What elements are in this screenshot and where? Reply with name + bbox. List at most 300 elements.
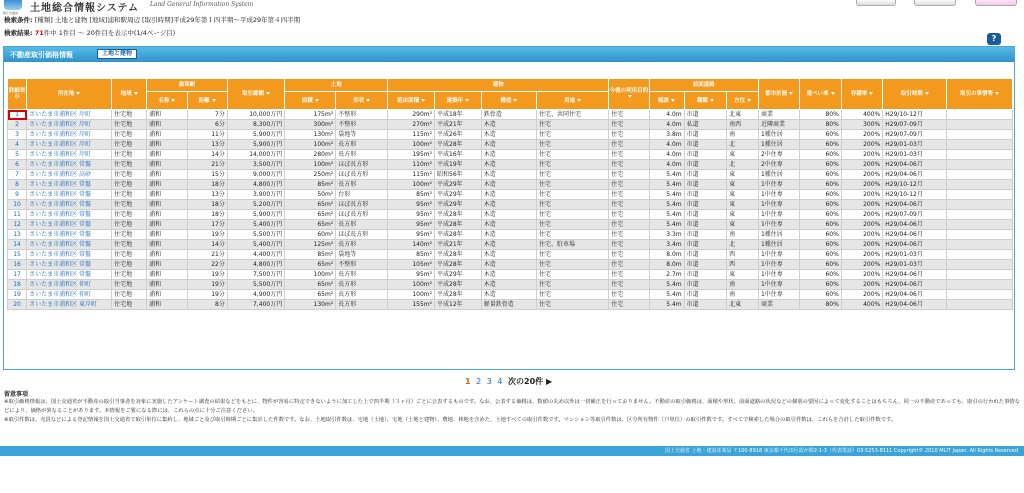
col-road-type[interactable]: 種類 — [684, 92, 726, 110]
table-cell: 平成21年 — [435, 240, 482, 250]
table-cell: 21分 — [187, 160, 227, 170]
table-cell — [946, 200, 1012, 210]
table-cell: 住宅 — [536, 180, 608, 190]
table-row — [8, 270, 1013, 280]
table-cell: 280m² — [285, 150, 336, 160]
table-cell: 65m² — [285, 280, 336, 290]
col-build-year[interactable]: 建築年 — [435, 92, 482, 110]
detail-link[interactable]: 14 — [8, 240, 27, 250]
sort-icon — [465, 99, 469, 102]
table-cell: H29/04-06月 — [883, 160, 947, 170]
table-cell: 市道 — [684, 210, 726, 220]
col-road-width[interactable]: 幅員 — [649, 92, 684, 110]
page-current: 1 — [465, 377, 471, 386]
table-cell: 60% — [800, 200, 841, 210]
table-cell: 105m² — [388, 260, 435, 270]
table-cell: 17分 — [187, 220, 227, 230]
col-land-area[interactable]: 面積 — [285, 92, 336, 110]
conditions-text: [種類] 土地と建物 [地域]浦和駅周辺 [取引時期]平成29年第１四半期～平成29年第４四半期 — [34, 16, 301, 24]
table-cell: 住宅地 — [112, 270, 147, 280]
table-cell: 6分 — [187, 120, 227, 130]
table-row — [8, 160, 1013, 170]
table-cell: 60% — [800, 290, 841, 300]
help-icon[interactable]: ? — [987, 33, 1001, 45]
detail-link[interactable]: 15 — [8, 250, 27, 260]
table-row — [8, 220, 1013, 230]
table-cell: 65m² — [285, 260, 336, 270]
table-cell: 2中住専 — [758, 160, 799, 170]
table-cell: 木造 — [481, 210, 536, 220]
table-cell: 東 — [727, 270, 759, 280]
sort-icon — [171, 99, 175, 102]
table-cell: 昭和56年 — [435, 170, 482, 180]
table-cell: 住宅、駐車場 — [536, 240, 608, 250]
table-cell: 住宅 — [536, 270, 608, 280]
sort-icon — [747, 99, 751, 102]
location-link[interactable]: さいたま市浦和区 常盤 — [27, 200, 112, 210]
table-cell: 19分 — [187, 290, 227, 300]
location-link[interactable]: さいたま市浦和区 常盤 — [27, 270, 112, 280]
table-cell: 住宅地 — [112, 280, 147, 290]
table-cell: 浦和 — [147, 190, 187, 200]
table-cell: 10,000万円 — [227, 110, 284, 120]
table-row — [8, 150, 1013, 160]
col-station-dist[interactable]: 距離 — [187, 92, 227, 110]
note-price: ※取引価格情報は、国土交通省が不動産の取引当事者を対象に実施したアンケート調査の結果などをもとに、物件が容易に特定できないように加工した上で四半期（３ヶ月）ごとに公表するものです。なお、公表する価格は、数値の丸め以外は一切補正を行っておりません。不動産の取引価格は、面積や形状、前面道路の状況などの個別の要因によって変化することはもちろん、同一の不動産であっても、取引の行われた事情などにより、価格が異なることがあります。本情報をご覧になる際には、これらの点に十分ご注意ください。 — [4, 399, 1020, 414]
table-cell: 市道 — [684, 250, 726, 260]
table-cell: 19分 — [187, 230, 227, 240]
location-link[interactable]: さいたま市浦和区 常盤 — [27, 230, 112, 240]
table-cell: 155m² — [388, 300, 435, 310]
search-results — [4, 28, 175, 37]
table-cell: 60% — [800, 160, 841, 170]
table-cell: 近隣商業 — [758, 120, 799, 130]
page-link-4[interactable]: 4 — [497, 377, 503, 386]
table-cell: 14分 — [187, 240, 227, 250]
table-cell: 80% — [800, 300, 841, 310]
land-building-tab[interactable]: 土地と建物 — [97, 49, 137, 59]
table-row — [8, 210, 1013, 220]
col-land-shape[interactable]: 形状 — [336, 92, 388, 110]
table-cell: 木造 — [481, 220, 536, 230]
table-cell: 住宅地 — [112, 240, 147, 250]
table-cell: 95m² — [388, 270, 435, 280]
table-cell: 東 — [727, 190, 759, 200]
table-cell: 4.0m — [649, 140, 684, 150]
table-cell: 60% — [800, 240, 841, 250]
table-cell: 平成28年 — [435, 280, 482, 290]
page-link-2[interactable]: 2 — [476, 377, 482, 386]
table-cell: 95m² — [388, 200, 435, 210]
table-cell: 住宅地 — [112, 140, 147, 150]
table-cell: 浦和 — [147, 120, 187, 130]
table-cell: 木造 — [481, 200, 536, 210]
table-cell: 浦和 — [147, 210, 187, 220]
table-cell: 住宅地 — [112, 130, 147, 140]
table-cell: 浦和 — [147, 220, 187, 230]
table-cell: 60% — [800, 170, 841, 180]
table-cell: 8分 — [187, 300, 227, 310]
sort-icon — [831, 92, 835, 95]
detail-link[interactable]: 11 — [8, 210, 27, 220]
location-link[interactable]: さいたま市浦和区 仲町 — [27, 280, 112, 290]
col-bcr[interactable]: 建ぺい率 — [800, 79, 841, 110]
table-cell: 南 — [727, 290, 759, 300]
table-cell: 鉄骨造 — [481, 110, 536, 120]
table-cell: 浦和 — [147, 180, 187, 190]
table-cell: 住宅 — [609, 190, 649, 200]
detail-link[interactable]: 9 — [8, 190, 27, 200]
table-cell: 1種住居 — [758, 230, 799, 240]
table-cell: H29/04-06月 — [883, 170, 947, 180]
table-cell: 平成26年 — [435, 130, 482, 140]
table-cell: 100m² — [285, 140, 336, 150]
col-land: 土地 — [285, 79, 388, 92]
table-cell: 5.4m — [649, 290, 684, 300]
table-cell: 4,800万円 — [227, 180, 284, 190]
table-cell: 300% — [841, 120, 882, 130]
table-cell: 130m² — [285, 300, 336, 310]
table-cell: 住宅地 — [112, 220, 147, 230]
table-row — [8, 280, 1013, 290]
table-cell: 60% — [800, 190, 841, 200]
table-cell: 15分 — [187, 170, 227, 180]
table-cell: 22分 — [187, 260, 227, 270]
table-cell: 200% — [841, 150, 882, 160]
location-link[interactable]: さいたま市浦和区 高砂 — [27, 170, 112, 180]
table-cell: 市道 — [684, 180, 726, 190]
table-cell: 住宅地 — [112, 210, 147, 220]
table-cell: 8.0m — [649, 250, 684, 260]
col-structure[interactable]: 構造 — [481, 92, 536, 110]
table-cell — [946, 120, 1012, 130]
table-cell: 125m² — [285, 240, 336, 250]
table-cell: 175m² — [285, 110, 336, 120]
table-cell: 200% — [841, 200, 882, 210]
location-link[interactable]: さいたま市浦和区 岸町 — [27, 140, 112, 150]
table-cell: 13分 — [187, 190, 227, 200]
table-cell: 浦和 — [147, 240, 187, 250]
table-cell: H29/04-06月 — [883, 200, 947, 210]
col-road-dir[interactable]: 方位 — [727, 92, 759, 110]
table-cell: 住宅地 — [112, 120, 147, 130]
table-cell: 市道 — [684, 140, 726, 150]
table-cell: 長方形 — [336, 220, 388, 230]
col-use[interactable]: 用途 — [536, 92, 608, 110]
col-detail: 詳細表示 — [8, 79, 27, 110]
location-link[interactable]: さいたま市浦和区 常盤 — [27, 220, 112, 230]
location-link[interactable]: さいたま市浦和区 常盤 — [27, 180, 112, 190]
table-cell: 木造 — [481, 280, 536, 290]
table-cell: 市道 — [684, 270, 726, 280]
table-cell: 5,500万円 — [227, 230, 284, 240]
detail-link[interactable]: 13 — [8, 230, 27, 240]
site-header — [0, 0, 1024, 15]
table-cell: 60% — [800, 180, 841, 190]
table-cell: 住宅 — [609, 110, 649, 120]
sort-icon — [789, 92, 793, 95]
table-cell: ほぼ長方形 — [336, 230, 388, 240]
table-cell: 5,900万円 — [227, 210, 284, 220]
table-cell: 浦和 — [147, 110, 187, 120]
detail-link[interactable]: 16 — [8, 260, 27, 270]
table-cell: 平成28年 — [435, 230, 482, 240]
table-cell: 住宅地 — [112, 180, 147, 190]
table-cell — [946, 230, 1012, 240]
table-cell: 長方形 — [336, 140, 388, 150]
table-cell: 東 — [727, 170, 759, 180]
table-cell: 住宅地 — [112, 200, 147, 210]
col-floor-area[interactable]: 延床面積 — [388, 92, 435, 110]
table-cell: 木造 — [481, 260, 536, 270]
table-cell: 住宅 — [536, 150, 608, 160]
table-cell: 長方形 — [336, 280, 388, 290]
table-cell: 住宅 — [609, 150, 649, 160]
table-cell: 95m² — [388, 220, 435, 230]
col-station-name[interactable]: 名称 — [147, 92, 187, 110]
table-cell: H29/04-06月 — [883, 240, 947, 250]
table-cell: ほぼ長方形 — [336, 160, 388, 170]
sort-icon — [212, 99, 216, 102]
table-cell: 200% — [841, 290, 882, 300]
table-cell: 21分 — [187, 250, 227, 260]
table-cell: H29/01-03月 — [883, 260, 947, 270]
table-cell: 140m² — [388, 240, 435, 250]
table-cell: 1中住専 — [758, 260, 799, 270]
detail-link[interactable]: 1 — [8, 110, 27, 120]
table-cell: 85m² — [388, 190, 435, 200]
top-button-2[interactable] — [914, 0, 956, 6]
table-cell: H29/04-06月 — [883, 220, 947, 230]
detail-link[interactable]: 8 — [8, 180, 27, 190]
table-cell: 平成21年 — [435, 120, 482, 130]
col-note[interactable]: 取引の事情等 — [946, 79, 1012, 110]
table-cell: 住宅 — [609, 170, 649, 180]
table-cell: H29/07-09月 — [883, 120, 947, 130]
location-link[interactable]: さいたま市浦和区 常盤 — [27, 210, 112, 220]
table-cell: 60% — [800, 210, 841, 220]
next-page-link[interactable]: 次の20件 ▶ — [508, 377, 553, 386]
table-cell: 住宅地 — [112, 150, 147, 160]
table-cell: 南 — [727, 230, 759, 240]
table-cell: 住宅 — [536, 170, 608, 180]
table-cell: 住宅 — [609, 120, 649, 130]
detail-link[interactable]: 12 — [8, 220, 27, 230]
table-cell: 長方形 — [336, 240, 388, 250]
table-cell: 5,400万円 — [227, 220, 284, 230]
top-button-1[interactable] — [856, 0, 896, 6]
table-cell: 不整形 — [336, 120, 388, 130]
location-link[interactable]: さいたま市浦和区 仲町 — [27, 290, 112, 300]
table-cell: 平成29年 — [435, 200, 482, 210]
table-cell: 住宅 — [609, 240, 649, 250]
table-cell: 80% — [800, 120, 841, 130]
table-cell: 8.0m — [649, 260, 684, 270]
table-cell: 南 — [727, 130, 759, 140]
table-cell: 住宅 — [609, 250, 649, 260]
location-link[interactable]: さいたま市浦和区 常盤 — [27, 260, 112, 270]
table-cell: 1種住居 — [758, 240, 799, 250]
col-location[interactable]: 所在地 — [27, 79, 112, 110]
table-cell: 長方形 — [336, 180, 388, 190]
table-cell: 袋地等 — [336, 130, 388, 140]
location-link[interactable]: さいたま市浦和区 常盤 — [27, 190, 112, 200]
table-cell: 50m² — [285, 190, 336, 200]
col-price[interactable]: 取引総額 — [227, 79, 284, 110]
table-cell: 平成29年 — [435, 190, 482, 200]
table-row — [8, 250, 1013, 260]
table-cell: 100m² — [285, 160, 336, 170]
table-cell: 木造 — [481, 140, 536, 150]
detail-link[interactable]: 4 — [8, 140, 27, 150]
table-cell: 住宅 — [536, 160, 608, 170]
detail-link[interactable]: 5 — [8, 150, 27, 160]
table-cell — [946, 300, 1012, 310]
sort-icon — [134, 92, 138, 95]
table-cell: 7,500万円 — [227, 270, 284, 280]
table-cell: 195m² — [388, 150, 435, 160]
table-row — [8, 180, 1013, 190]
table-cell: 浦和 — [147, 270, 187, 280]
table-cell: 18分 — [187, 210, 227, 220]
location-link[interactable]: さいたま市浦和区 東岸町 — [27, 300, 112, 310]
detail-link[interactable]: 18 — [8, 280, 27, 290]
sort-icon — [869, 92, 873, 95]
location-link[interactable]: さいたま市浦和区 岸町 — [27, 130, 112, 140]
table-cell: 南西 — [727, 120, 759, 130]
table-cell: 木造 — [481, 160, 536, 170]
table-cell: 100m² — [388, 140, 435, 150]
location-link[interactable]: さいたま市浦和区 常盤 — [27, 160, 112, 170]
table-cell — [946, 150, 1012, 160]
col-period[interactable]: 取引時期 — [883, 79, 947, 110]
pagination — [465, 376, 552, 387]
table-cell: 市道 — [684, 110, 726, 120]
table-cell: H29/01-03月 — [883, 250, 947, 260]
table-row — [8, 140, 1013, 150]
results-text: 件中 1件目 ～ 20件目を表示中(1/4ページ目) — [43, 29, 176, 37]
table-cell: 200% — [841, 260, 882, 270]
table-cell — [946, 280, 1012, 290]
table-cell: 市道 — [684, 290, 726, 300]
table-cell: 台形 — [336, 190, 388, 200]
table-cell: 長方形 — [336, 270, 388, 280]
table-cell: 200% — [841, 220, 882, 230]
location-link[interactable]: さいたま市浦和区 常盤 — [27, 240, 112, 250]
table-cell: 市道 — [684, 150, 726, 160]
table-cell: 250m² — [285, 170, 336, 180]
table-cell: 平成18年 — [435, 110, 482, 120]
table-cell: ほぼ長方形 — [336, 210, 388, 220]
detail-link[interactable]: 3 — [8, 130, 27, 140]
col-city-plan[interactable]: 都市計画 — [758, 79, 799, 110]
table-cell: 200% — [841, 170, 882, 180]
table-row — [8, 170, 1013, 180]
table-cell: ほぼ長方形 — [336, 200, 388, 210]
location-link[interactable]: さいたま市浦和区 岸町 — [27, 150, 112, 160]
search-conditions — [4, 15, 300, 24]
table-cell: 200% — [841, 140, 882, 150]
table-cell: H29/04-06月 — [883, 280, 947, 290]
table-cell: 北東 — [727, 110, 759, 120]
table-cell: 商業 — [758, 110, 799, 120]
detail-link[interactable]: 2 — [8, 120, 27, 130]
location-link[interactable]: さいたま市浦和区 常盤 — [27, 250, 112, 260]
location-link[interactable]: さいたま市浦和区 岸町 — [27, 120, 112, 130]
table-cell: 290m² — [388, 110, 435, 120]
detail-link[interactable]: 6 — [8, 160, 27, 170]
table-cell: 木造 — [481, 130, 536, 140]
table-cell: 東 — [727, 150, 759, 160]
table-cell: 5,900万円 — [227, 140, 284, 150]
detail-link[interactable]: 10 — [8, 200, 27, 210]
table-cell: 住宅、共同住宅 — [536, 110, 608, 120]
table-cell: 住宅 — [536, 210, 608, 220]
table-cell: 65m² — [285, 210, 336, 220]
table-cell: 市道 — [684, 280, 726, 290]
table-cell: 200% — [841, 250, 882, 260]
col-area-type[interactable]: 地域 — [112, 79, 147, 110]
table-cell: 住宅 — [609, 220, 649, 230]
table-cell: 60% — [800, 230, 841, 240]
table-cell: 長方形 — [336, 300, 388, 310]
table-cell: 住宅 — [609, 200, 649, 210]
table-row — [8, 130, 1013, 140]
table-cell — [946, 110, 1012, 120]
table-cell: 浦和 — [147, 140, 187, 150]
table-cell: 住宅 — [536, 120, 608, 130]
sort-icon — [710, 99, 714, 102]
detail-link[interactable]: 19 — [8, 290, 27, 300]
location-link[interactable]: さいたま市浦和区 岸町 — [27, 110, 112, 120]
table-cell: 1中住専 — [758, 200, 799, 210]
table-cell: 200% — [841, 230, 882, 240]
sort-icon — [995, 92, 999, 95]
table-cell: 14,000万円 — [227, 150, 284, 160]
table-cell: 1中住専 — [758, 280, 799, 290]
table-cell: 住宅 — [609, 290, 649, 300]
table-cell: 住宅 — [609, 130, 649, 140]
table-cell: 80% — [800, 110, 841, 120]
page-link-3[interactable]: 3 — [486, 377, 492, 386]
table-row — [8, 200, 1013, 210]
table-cell: 14分 — [187, 150, 227, 160]
table-cell: 3.4m — [649, 240, 684, 250]
detail-link[interactable]: 7 — [8, 170, 27, 180]
detail-link[interactable]: 20 — [8, 300, 27, 310]
table-cell — [946, 130, 1012, 140]
table-cell: 11分 — [187, 130, 227, 140]
table-cell: 北 — [727, 140, 759, 150]
sort-icon — [266, 92, 270, 95]
table-cell: 市道 — [684, 240, 726, 250]
sort-icon — [366, 99, 370, 102]
col-far[interactable]: 容積率 — [841, 79, 882, 110]
table-row — [8, 110, 1013, 120]
table-cell: 200% — [841, 280, 882, 290]
table-cell: 130m² — [285, 130, 336, 140]
transaction-panel — [3, 46, 1015, 370]
table-cell: 200% — [841, 180, 882, 190]
table-cell: 木造 — [481, 230, 536, 240]
table-cell: 65m² — [285, 220, 336, 230]
table-cell: 60% — [800, 130, 841, 140]
top-button-3[interactable] — [975, 0, 1017, 6]
col-future-use[interactable]: 今後の利用目的 — [609, 79, 649, 110]
table-cell: 市道 — [684, 190, 726, 200]
table-cell: 3,500万円 — [227, 160, 284, 170]
detail-link[interactable]: 17 — [8, 270, 27, 280]
